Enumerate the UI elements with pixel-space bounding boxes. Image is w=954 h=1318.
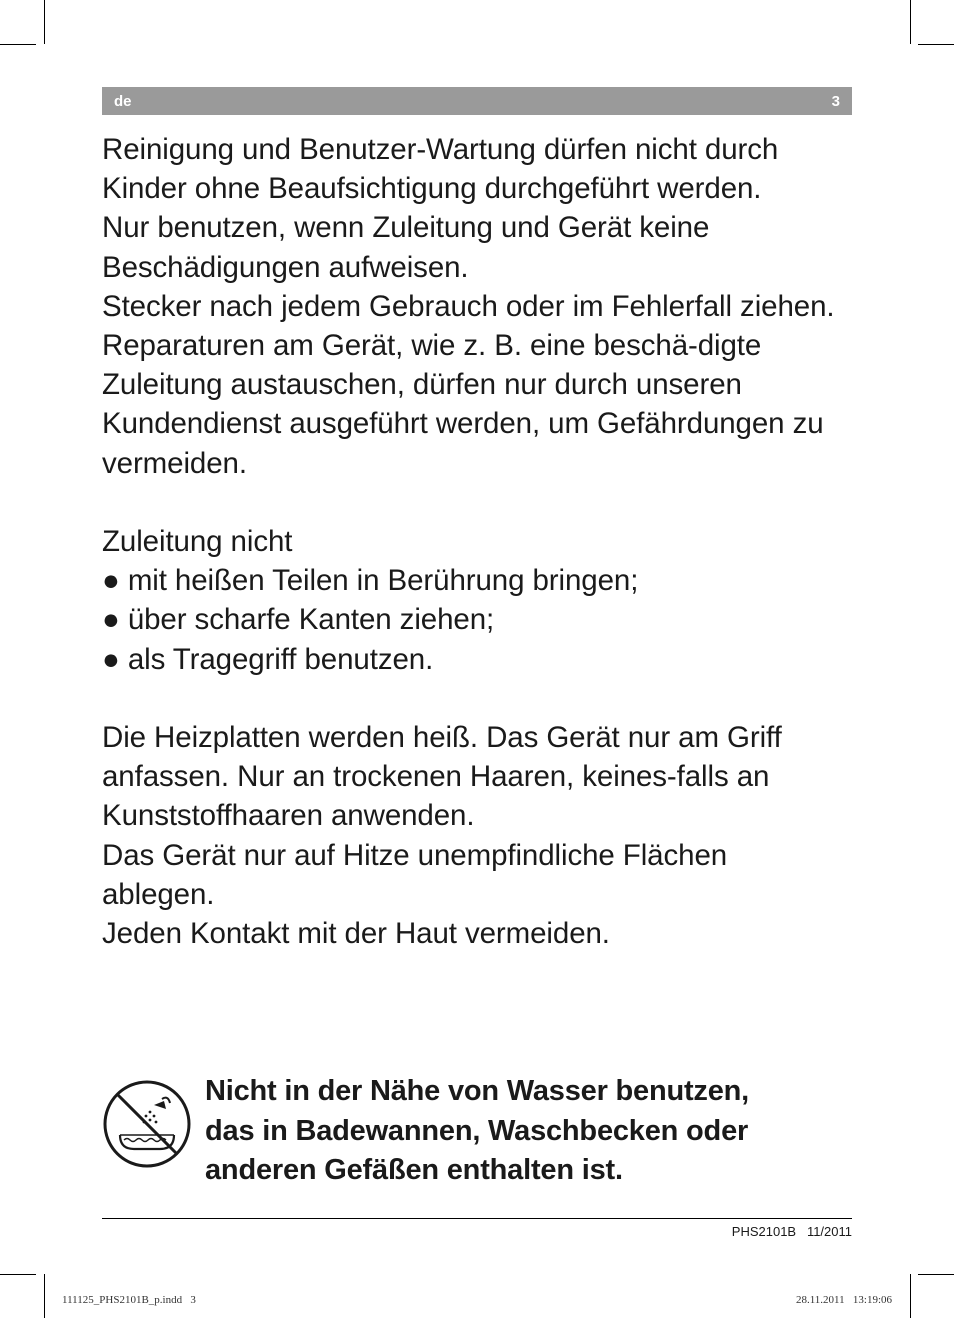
page-header-bar [102, 87, 852, 115]
slug-file: 111125_PHS2101B_p.indd 3 [62, 1294, 196, 1306]
paragraph: Stecker nach jedem Gebrauch oder im Fehlerfall ziehen. [102, 289, 835, 323]
crop-mark [0, 1274, 36, 1275]
list-item: ● als Tragegriff benutzen. [102, 642, 434, 676]
warning-line: das in Badewannen, Waschbecken oder [205, 1114, 749, 1147]
footer-divider [102, 1218, 852, 1219]
cable-intro: Zuleitung nicht [102, 525, 293, 559]
cable-bullet-list [102, 561, 842, 679]
warning-line: Nicht in der Nähe von Wasser benutzen, [205, 1075, 750, 1107]
page-number: 3 [831, 92, 840, 110]
crop-mark [918, 1274, 954, 1275]
footer-model-date: PHS2101B 11/2011 [731, 1224, 852, 1239]
warning-text [205, 1072, 749, 1191]
paragraph: Reparaturen am Gerät, wie z. B. eine beschä-digte Zuleitung austauschen, dürfen nur durch unseren Kundendienst ausgeführt werden, um Gefährdungen zu vermeiden. [102, 329, 824, 480]
slug-timestamp: 28.11.2011 13:19:06 [795, 1294, 892, 1306]
crop-mark [910, 1274, 911, 1318]
water-warning [102, 1072, 852, 1191]
no-water-bath-icon [102, 1079, 192, 1169]
crop-mark [910, 0, 911, 44]
crop-mark [44, 0, 45, 44]
crop-mark [918, 44, 954, 45]
paragraph: Die Heizplatten werden heiß. Das Gerät nur am Griff anfassen. Nur an trockenen Haaren, keines-falls an Kunststoffhaaren anwenden. [102, 721, 782, 833]
paragraph: Jeden Kontakt mit der Haut vermeiden. [102, 917, 610, 951]
paragraph: Das Gerät nur auf Hitze unempfindliche Flächen ablegen. [102, 838, 728, 911]
paragraph: Nur benutzen, wenn Zuleitung und Gerät keine Beschädigungen aufweisen. [102, 211, 710, 284]
list-item: ● über scharfe Kanten ziehen; [102, 603, 495, 637]
crop-mark [44, 1274, 45, 1318]
list-item: ● mit heißen Teilen in Berührung bringen; [102, 564, 639, 598]
warning-line: anderen Gefäßen enthalten ist. [205, 1154, 623, 1186]
crop-mark [0, 44, 36, 45]
paragraph: Reinigung und Benutzer-Wartung dürfen nicht durch Kinder ohne Beaufsichtigung durchgeführt werden. [102, 133, 779, 206]
language-code: de [114, 92, 132, 110]
page-body [102, 130, 842, 953]
